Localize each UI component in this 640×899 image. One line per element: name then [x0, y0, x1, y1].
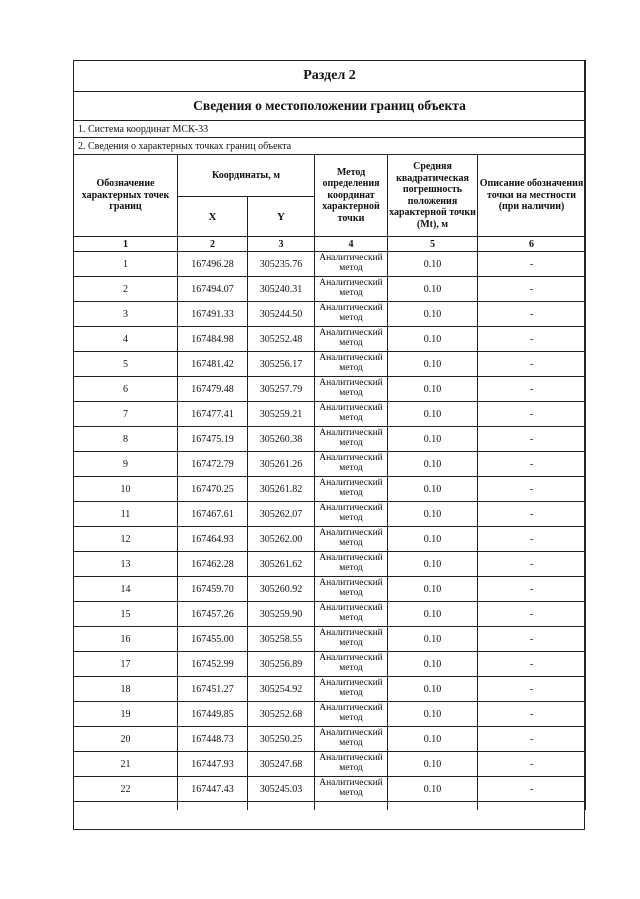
error-value: 0.10 — [388, 527, 478, 552]
coord-y: 305247.68 — [248, 752, 315, 777]
table-row — [74, 702, 586, 727]
column-number: 3 — [248, 237, 315, 252]
table-row — [74, 427, 586, 452]
coord-y: 305261.26 — [248, 452, 315, 477]
column-number: 4 — [315, 237, 388, 252]
error-value: 0.10 — [388, 602, 478, 627]
method-cell: Аналитический метод — [315, 477, 388, 502]
table-row — [74, 277, 586, 302]
error-value: 0.10 — [388, 377, 478, 402]
point-number: 5 — [74, 352, 178, 377]
table-row — [74, 352, 586, 377]
method-cell: Аналитический метод — [315, 627, 388, 652]
description-cell: - — [478, 627, 586, 652]
table-row — [74, 652, 586, 677]
point-number: 2 — [74, 277, 178, 302]
table-row — [74, 602, 586, 627]
table-row — [74, 677, 586, 702]
coord-x: 167449.85 — [178, 702, 248, 727]
point-number: 8 — [74, 427, 178, 452]
error-value: 0.10 — [388, 402, 478, 427]
error-value: 0.10 — [388, 652, 478, 677]
table-row — [74, 302, 586, 327]
error-value: 0.10 — [388, 302, 478, 327]
section-subtitle: Сведения о местоположении границ объекта — [74, 92, 586, 121]
table-row — [74, 452, 586, 477]
table-row — [74, 477, 586, 502]
point-number: 15 — [74, 602, 178, 627]
method-cell: Аналитический метод — [315, 752, 388, 777]
column-numbers-row — [74, 237, 586, 252]
table-row — [74, 577, 586, 602]
method-cell: Аналитический метод — [315, 727, 388, 752]
header-description: Описание обозначения точки на местности (при наличии) — [478, 155, 586, 237]
description-cell: - — [478, 577, 586, 602]
section-title: Раздел 2 — [74, 61, 586, 92]
header-point-name: Обозначение характерных точек границ — [74, 155, 178, 237]
error-value: 0.10 — [388, 327, 478, 352]
method-cell: Аналитический метод — [315, 552, 388, 577]
header-method: Метод определения координат характерной точки — [315, 155, 388, 237]
error-value: 0.10 — [388, 702, 478, 727]
column-number: 5 — [388, 237, 478, 252]
column-number: 1 — [74, 237, 178, 252]
method-cell: Аналитический метод — [315, 377, 388, 402]
error-value: 0.10 — [388, 577, 478, 602]
description-cell: - — [478, 377, 586, 402]
header-coordinates: Координаты, м — [178, 155, 315, 197]
description-cell: - — [478, 777, 586, 802]
coord-y: 305262.07 — [248, 502, 315, 527]
description-cell: - — [478, 327, 586, 352]
header-error: Средняя квадратическая погрешность положения характерной точки (Mt), м — [388, 155, 478, 237]
description-cell: - — [478, 527, 586, 552]
error-value: 0.10 — [388, 552, 478, 577]
coord-x: 167470.25 — [178, 477, 248, 502]
error-value: 0.10 — [388, 277, 478, 302]
description-cell: - — [478, 727, 586, 752]
points-info-label: 2. Сведения о характерных точках границ объекта — [74, 138, 586, 155]
coord-y: 305254.92 — [248, 677, 315, 702]
method-cell: Аналитический метод — [315, 527, 388, 552]
error-value: 0.10 — [388, 752, 478, 777]
coord-y: 305235.76 — [248, 252, 315, 277]
coord-y: 305240.31 — [248, 277, 315, 302]
description-cell: - — [478, 452, 586, 477]
coord-x: 167447.93 — [178, 752, 248, 777]
point-number: 21 — [74, 752, 178, 777]
error-value: 0.10 — [388, 252, 478, 277]
table-row — [74, 752, 586, 777]
coord-x: 167494.07 — [178, 277, 248, 302]
point-number: 17 — [74, 652, 178, 677]
coordinate-system-label: 1. Система координат МСК-33 — [74, 121, 586, 138]
method-cell: Аналитический метод — [315, 427, 388, 452]
empty-cell — [388, 802, 478, 811]
point-number: 10 — [74, 477, 178, 502]
table-row — [74, 327, 586, 352]
method-cell: Аналитический метод — [315, 452, 388, 477]
description-cell: - — [478, 477, 586, 502]
error-value: 0.10 — [388, 427, 478, 452]
method-cell: Аналитический метод — [315, 352, 388, 377]
coord-x: 167491.33 — [178, 302, 248, 327]
error-value: 0.10 — [388, 727, 478, 752]
coord-x: 167475.19 — [178, 427, 248, 452]
coord-x: 167481.42 — [178, 352, 248, 377]
error-value: 0.10 — [388, 452, 478, 477]
description-cell: - — [478, 427, 586, 452]
method-cell: Аналитический метод — [315, 577, 388, 602]
coord-y: 305260.38 — [248, 427, 315, 452]
method-cell: Аналитический метод — [315, 702, 388, 727]
error-value: 0.10 — [388, 677, 478, 702]
coord-y: 305256.17 — [248, 352, 315, 377]
error-value: 0.10 — [388, 502, 478, 527]
method-cell: Аналитический метод — [315, 302, 388, 327]
coord-x: 167467.61 — [178, 502, 248, 527]
coord-y: 305252.48 — [248, 327, 315, 352]
coord-x: 167452.99 — [178, 652, 248, 677]
point-number: 6 — [74, 377, 178, 402]
method-cell: Аналитический метод — [315, 252, 388, 277]
coord-x: 167459.70 — [178, 577, 248, 602]
coord-y: 305258.55 — [248, 627, 315, 652]
empty-cell — [478, 802, 586, 811]
table-row — [74, 252, 586, 277]
point-number: 20 — [74, 727, 178, 752]
boundary-points-table — [73, 60, 586, 810]
coord-y: 305250.25 — [248, 727, 315, 752]
column-number: 6 — [478, 237, 586, 252]
table-row — [74, 527, 586, 552]
empty-cell — [74, 802, 178, 811]
table-row — [74, 727, 586, 752]
description-cell: - — [478, 277, 586, 302]
coord-y: 305259.21 — [248, 402, 315, 427]
point-number: 3 — [74, 302, 178, 327]
description-cell: - — [478, 602, 586, 627]
method-cell: Аналитический метод — [315, 502, 388, 527]
coord-x: 167455.00 — [178, 627, 248, 652]
coord-x: 167448.73 — [178, 727, 248, 752]
description-cell: - — [478, 502, 586, 527]
empty-cell — [315, 802, 388, 811]
error-value: 0.10 — [388, 477, 478, 502]
coord-y: 305260.92 — [248, 577, 315, 602]
table-row — [74, 377, 586, 402]
coord-y: 305257.79 — [248, 377, 315, 402]
description-cell: - — [478, 752, 586, 777]
column-number: 2 — [178, 237, 248, 252]
point-number: 9 — [74, 452, 178, 477]
coord-y: 305245.03 — [248, 777, 315, 802]
method-cell: Аналитический метод — [315, 777, 388, 802]
coord-x: 167479.48 — [178, 377, 248, 402]
point-number: 19 — [74, 702, 178, 727]
coord-y: 305261.82 — [248, 477, 315, 502]
coord-y: 305259.90 — [248, 602, 315, 627]
point-number: 12 — [74, 527, 178, 552]
coord-x: 167447.43 — [178, 777, 248, 802]
coord-x: 167484.98 — [178, 327, 248, 352]
table-row — [74, 502, 586, 527]
coord-y: 305256.89 — [248, 652, 315, 677]
method-cell: Аналитический метод — [315, 277, 388, 302]
coord-x: 167457.26 — [178, 602, 248, 627]
point-number: 1 — [74, 252, 178, 277]
table-row — [74, 552, 586, 577]
description-cell: - — [478, 252, 586, 277]
point-number: 13 — [74, 552, 178, 577]
coord-x: 167451.27 — [178, 677, 248, 702]
table-row — [74, 777, 586, 802]
table-row — [74, 627, 586, 652]
header-y: Y — [248, 197, 315, 237]
description-cell: - — [478, 652, 586, 677]
coord-x: 167464.93 — [178, 527, 248, 552]
coord-x: 167472.79 — [178, 452, 248, 477]
table-tail — [74, 802, 586, 811]
point-number: 11 — [74, 502, 178, 527]
method-cell: Аналитический метод — [315, 652, 388, 677]
point-number: 16 — [74, 627, 178, 652]
header-x: X — [178, 197, 248, 237]
method-cell: Аналитический метод — [315, 402, 388, 427]
description-cell: - — [478, 352, 586, 377]
point-number: 4 — [74, 327, 178, 352]
point-number: 14 — [74, 577, 178, 602]
description-cell: - — [478, 702, 586, 727]
method-cell: Аналитический метод — [315, 677, 388, 702]
description-cell: - — [478, 677, 586, 702]
point-number: 7 — [74, 402, 178, 427]
coord-y: 305252.68 — [248, 702, 315, 727]
description-cell: - — [478, 552, 586, 577]
coord-y: 305262.00 — [248, 527, 315, 552]
coord-x: 167496.28 — [178, 252, 248, 277]
coord-y: 305244.50 — [248, 302, 315, 327]
point-number: 22 — [74, 777, 178, 802]
empty-cell — [178, 802, 248, 811]
description-cell: - — [478, 402, 586, 427]
point-number: 18 — [74, 677, 178, 702]
error-value: 0.10 — [388, 627, 478, 652]
error-value: 0.10 — [388, 352, 478, 377]
description-cell: - — [478, 302, 586, 327]
coord-y: 305261.62 — [248, 552, 315, 577]
empty-cell — [248, 802, 315, 811]
method-cell: Аналитический метод — [315, 327, 388, 352]
error-value: 0.10 — [388, 777, 478, 802]
coord-x: 167462.28 — [178, 552, 248, 577]
table-row — [74, 402, 586, 427]
coord-x: 167477.41 — [178, 402, 248, 427]
method-cell: Аналитический метод — [315, 602, 388, 627]
